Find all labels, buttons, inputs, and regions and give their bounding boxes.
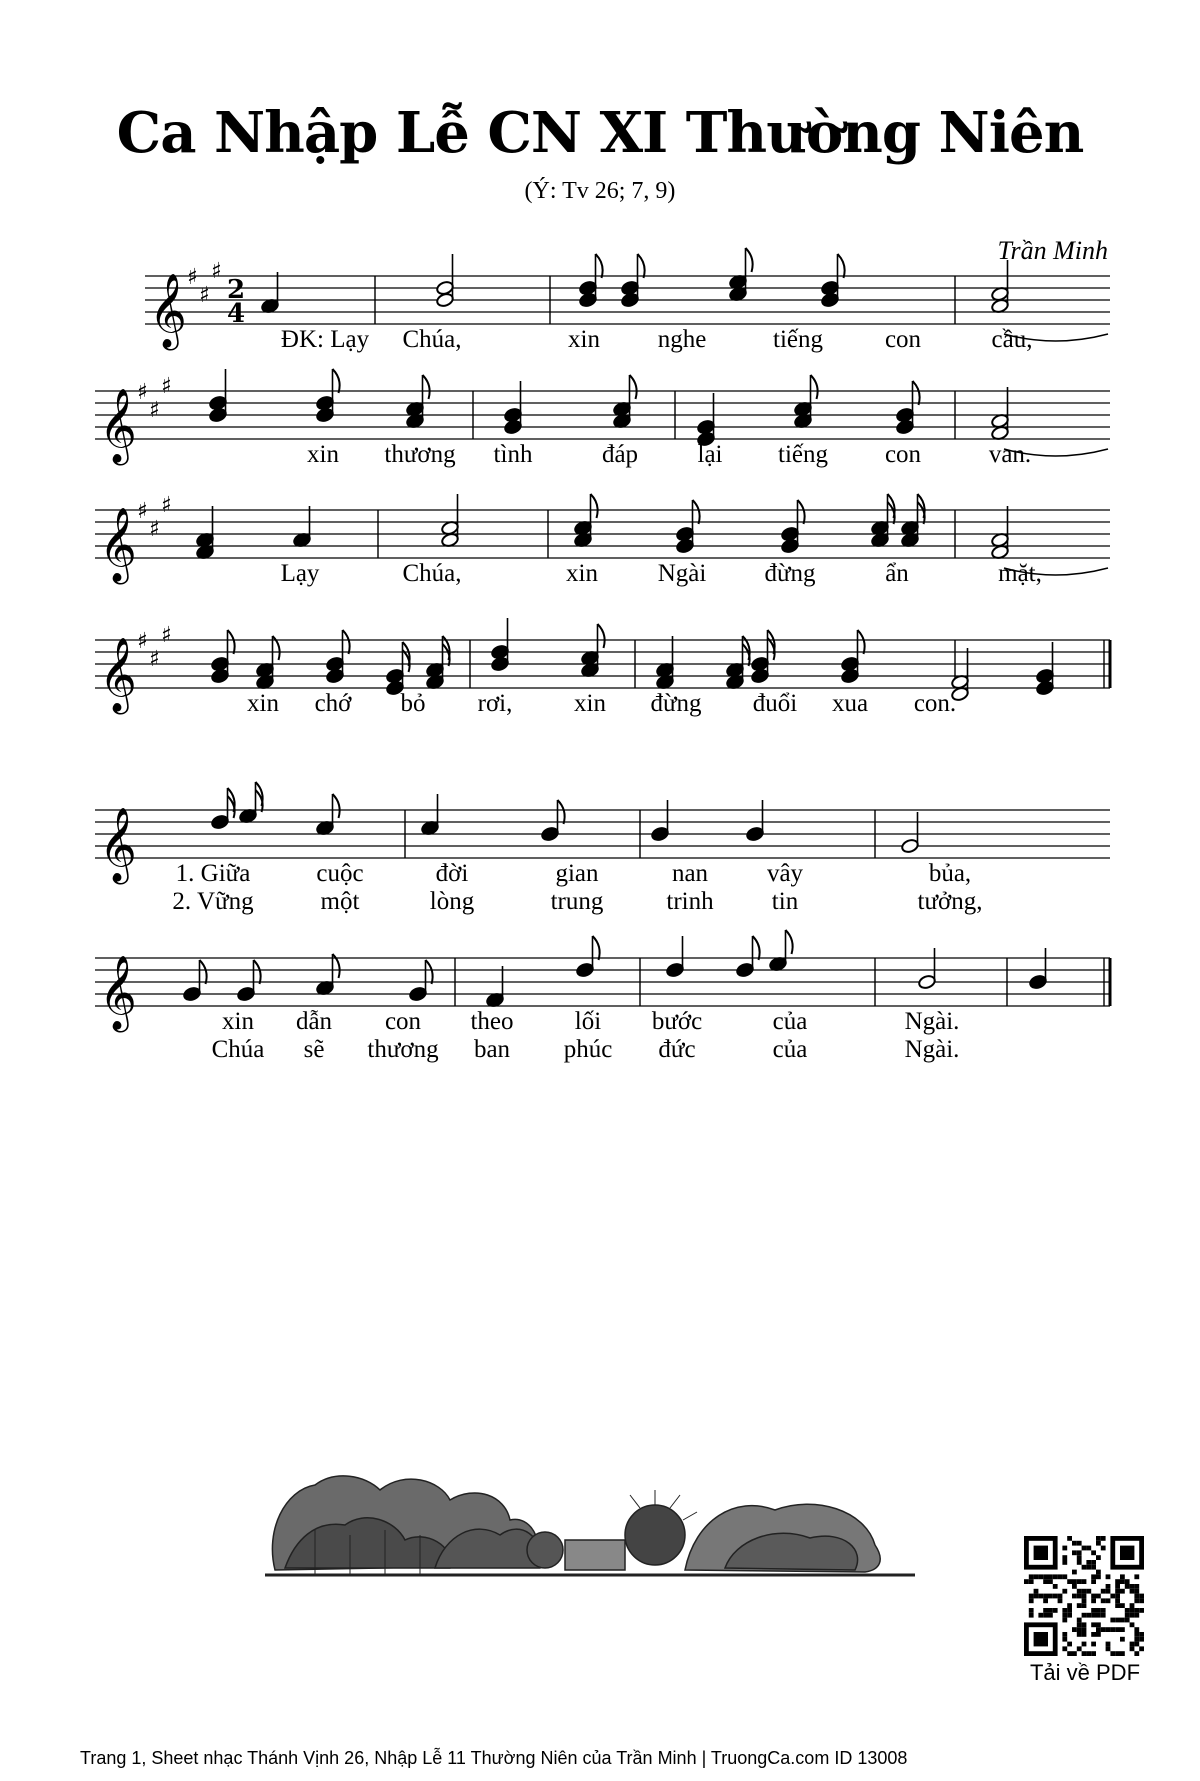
lyric-syllable: theo [470,1008,514,1035]
lyric-syllable: xin [574,690,606,717]
lyric-syllable: trung [550,888,604,915]
note [991,387,1010,441]
sharp-icon: ♯ [161,374,172,399]
lyric-syllable: lại [697,441,723,468]
note [574,494,598,548]
note [746,800,765,842]
lyric-syllable: Ngài [657,560,707,587]
lyric-syllable: tin [771,888,799,915]
lyric-syllable: gian [555,860,599,887]
note [991,506,1010,560]
note [237,960,261,1002]
lyric-syllable: con [884,441,922,468]
note [901,812,920,854]
note [486,966,505,1008]
lyric-syllable: trinh [666,888,714,915]
note [581,624,605,678]
time-signature-bottom: 4 [227,299,246,329]
note [409,960,433,1002]
staff-system [0,940,1200,1063]
treble-clef-icon: 𝄞 [149,274,187,348]
note [871,494,895,548]
note [901,494,925,548]
note [613,375,637,429]
lyric-syllable: tiếng [778,441,828,468]
staff-system [0,373,1200,493]
note [406,375,430,429]
lyric-syllable: Chúa, [402,560,462,587]
decorative-landscape-illustration [255,1450,955,1600]
lyric-syllable: sẽ [303,1036,325,1063]
note [316,794,340,836]
lyric-syllable: mặt, [998,560,1042,587]
lyric-syllable: đời [435,860,469,887]
note [421,794,440,836]
composer-name: Trần Minh [997,236,1108,265]
lyric-syllable: nan [671,860,709,887]
page-footer: Trang 1, Sheet nhạc Thánh Vịnh 26, Nhập Lễ 11 Thường Niên của Trần Minh | TruongCa.com ID 13008 [80,1748,908,1768]
time-signature-top: 2 [227,275,246,305]
note [656,636,675,690]
lyric-syllable: đừng [764,560,816,587]
lyric-syllable: Chúa, [402,326,462,353]
note [196,506,215,560]
sharp-icon: ♯ [137,499,148,524]
staff-system [0,258,1200,378]
sharp-icon: ♯ [211,259,222,284]
note [261,272,280,314]
lyric-syllable: Chúa [211,1036,265,1063]
download-pdf-label[interactable]: Tải về PDF [1029,1660,1141,1685]
note [794,375,818,429]
note [1036,642,1055,696]
note [991,260,1010,314]
lyric-syllable: van. [988,441,1032,468]
note [576,936,600,978]
note [504,381,523,435]
note [769,930,793,972]
sharp-icon: ♯ [199,283,210,308]
lyric-syllable: xin [566,560,598,587]
sharp-icon: ♯ [137,629,148,654]
lyric-syllable: tình [493,441,533,468]
note [426,636,450,690]
note [1029,948,1048,990]
lyric-syllable: tiếng [773,326,823,353]
song-title: Ca Nhập Lễ CN XI Thường Niên [116,100,1084,166]
staff-system [0,792,1200,915]
lyric-syllable: xin [307,441,339,468]
lyric-syllable: xin [247,690,279,717]
treble-clef-icon: 𝄞 [99,638,137,712]
sharp-icon: ♯ [161,623,172,648]
sharp-icon: ♯ [137,380,148,405]
lyric-syllable: Lạy [280,560,320,587]
note [666,936,685,978]
sharp-icon: ♯ [149,398,160,423]
qr-code[interactable] [1024,1536,1144,1656]
note [293,506,312,548]
lyric-syllable: lối [574,1008,602,1035]
lyric-syllable: con [884,326,922,353]
lyric-syllable: Ngài. [904,1008,960,1035]
note [183,960,207,1002]
note [491,618,510,672]
lyric-syllable: của [772,1008,808,1035]
lyric-line [0,560,1200,592]
note [729,248,753,302]
sharp-icon: ♯ [161,493,172,518]
note [316,954,340,996]
lyric-syllable: một [320,888,360,915]
lyric-syllable: tưởng, [917,888,983,915]
lyric-syllable: nghe [657,326,707,353]
lyric-syllable: rơi, [477,690,513,717]
lyric-syllable: bỏ [400,690,426,717]
lyric-syllable: đuổi [752,690,798,717]
lyric-syllable: Ngài. [904,1036,960,1063]
treble-clef-icon: 𝄞 [99,508,137,582]
lyric-syllable: ban [473,1036,511,1063]
lyric-syllable: của [772,1036,808,1063]
lyric-syllable: lòng [429,888,475,915]
lyric-syllable: ẩn [885,560,909,587]
lyric-syllable: ĐK: Lạy [280,326,370,353]
lyric-line-verse-2 [0,1036,1200,1068]
lyric-line [0,441,1200,473]
note [541,800,565,842]
lyric-syllable: đáp [601,441,639,468]
staff-system [0,492,1200,612]
lyric-syllable: con. [913,690,957,717]
lyric-syllable: chớ [314,690,352,717]
note [211,788,235,830]
lyric-syllable: bủa, [928,860,972,887]
lyric-syllable: con [384,1008,422,1035]
psalm-reference: (Ý: Tv 26; 7, 9) [524,178,676,204]
lyric-syllable: phúc [563,1036,613,1063]
lyric-syllable: bước [651,1008,703,1035]
lyric-syllable: 2. Vững [172,888,254,915]
lyric-syllable: thương [367,1036,439,1063]
lyric-syllable: xua [831,690,869,717]
sharp-icon: ♯ [149,517,160,542]
lyric-syllable: dẫn [295,1008,333,1035]
note [651,800,670,842]
treble-clef-icon: 𝄞 [99,956,137,1030]
note [736,936,760,978]
note [239,782,263,824]
lyric-syllable: đừng [650,690,702,717]
lyric-syllable: đức [658,1036,696,1063]
lyric-line [0,690,1200,722]
note [256,636,280,690]
lyric-line [0,326,1200,358]
note [918,948,937,990]
note [436,254,455,308]
lyric-syllable: xin [568,326,600,353]
sharp-icon: ♯ [187,265,198,290]
treble-clef-icon: 𝄞 [99,389,137,463]
note [209,369,228,423]
sharp-icon: ♯ [149,647,160,672]
lyric-syllable: xin [222,1008,254,1035]
lyric-syllable: 1. Giữa [175,860,251,887]
lyric-line-verse-2 [0,888,1200,920]
note [726,636,750,690]
lyric-syllable: cầu, [991,326,1033,353]
staff-system [0,622,1200,742]
lyric-syllable: thương [384,441,456,468]
note [697,393,716,447]
lyric-syllable: vây [766,860,804,887]
note [441,494,460,548]
lyric-syllable: cuộc [316,860,364,887]
treble-clef-icon: 𝄞 [99,808,137,882]
